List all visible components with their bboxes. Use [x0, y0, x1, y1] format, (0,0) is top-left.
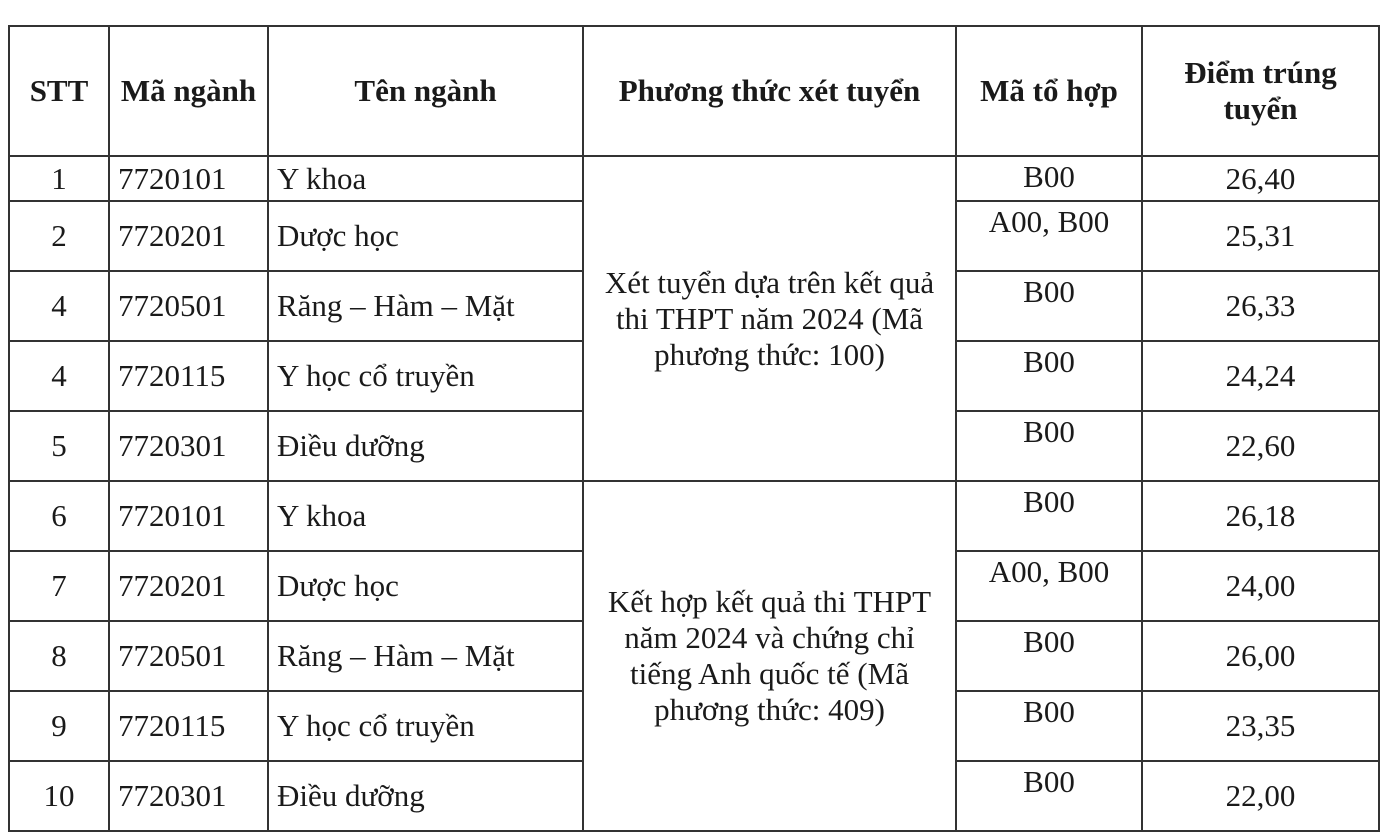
header-combo: Mã tổ hợp — [956, 26, 1142, 156]
major-code-cell: 7720115 — [109, 341, 268, 411]
major-code-cell: 7720201 — [109, 551, 268, 621]
stt-cell: 9 — [9, 691, 109, 761]
header-row — [9, 26, 1379, 156]
major-name-cell: Điều dưỡng — [268, 411, 583, 481]
major-code-cell: 7720115 — [109, 691, 268, 761]
subject-combo-cell: A00, B00 — [956, 551, 1142, 621]
major-code-cell: 7720201 — [109, 201, 268, 271]
table-row — [9, 156, 1379, 201]
header-name: Tên ngành — [268, 26, 583, 156]
header-code: Mã ngành — [109, 26, 268, 156]
major-code-cell: 7720301 — [109, 411, 268, 481]
major-name-cell: Điều dưỡng — [268, 761, 583, 831]
score-cell: 26,33 — [1142, 271, 1379, 341]
stt-cell: 2 — [9, 201, 109, 271]
subject-combo-cell: A00, B00 — [956, 201, 1142, 271]
major-code-cell: 7720501 — [109, 271, 268, 341]
admission-scores-table — [8, 25, 1380, 832]
header-method: Phương thức xét tuyển — [583, 26, 956, 156]
header-stt: STT — [9, 26, 109, 156]
admission-method-cell: Xét tuyển dựa trên kết quả thi THPT năm 2024 (Mã phương thức: 100) — [583, 156, 956, 481]
stt-cell: 7 — [9, 551, 109, 621]
score-cell: 26,40 — [1142, 156, 1379, 201]
stt-cell: 1 — [9, 156, 109, 201]
score-cell: 26,00 — [1142, 621, 1379, 691]
stt-cell: 8 — [9, 621, 109, 691]
major-code-cell: 7720101 — [109, 156, 268, 201]
subject-combo-cell: B00 — [956, 411, 1142, 481]
table-row — [9, 481, 1379, 551]
score-cell: 24,00 — [1142, 551, 1379, 621]
subject-combo-cell: B00 — [956, 691, 1142, 761]
header-score: Điểm trúng tuyển — [1142, 26, 1379, 156]
major-name-cell: Răng – Hàm – Mặt — [268, 621, 583, 691]
score-cell: 25,31 — [1142, 201, 1379, 271]
score-cell: 24,24 — [1142, 341, 1379, 411]
score-cell: 22,00 — [1142, 761, 1379, 831]
major-name-cell: Y khoa — [268, 481, 583, 551]
subject-combo-cell: B00 — [956, 271, 1142, 341]
major-name-cell: Răng – Hàm – Mặt — [268, 271, 583, 341]
major-name-cell: Dược học — [268, 201, 583, 271]
major-code-cell: 7720101 — [109, 481, 268, 551]
major-name-cell: Y khoa — [268, 156, 583, 201]
stt-cell: 6 — [9, 481, 109, 551]
subject-combo-cell: B00 — [956, 761, 1142, 831]
score-cell: 26,18 — [1142, 481, 1379, 551]
major-name-cell: Y học cổ truyền — [268, 341, 583, 411]
stt-cell: 5 — [9, 411, 109, 481]
major-name-cell: Dược học — [268, 551, 583, 621]
subject-combo-cell: B00 — [956, 156, 1142, 201]
admission-method-cell: Kết hợp kết quả thi THPT năm 2024 và chứng chỉ tiếng Anh quốc tế (Mã phương thức: 409) — [583, 481, 956, 831]
major-name-cell: Y học cổ truyền — [268, 691, 583, 761]
subject-combo-cell: B00 — [956, 481, 1142, 551]
score-cell: 22,60 — [1142, 411, 1379, 481]
stt-cell: 4 — [9, 341, 109, 411]
subject-combo-cell: B00 — [956, 341, 1142, 411]
major-code-cell: 7720501 — [109, 621, 268, 691]
major-code-cell: 7720301 — [109, 761, 268, 831]
stt-cell: 10 — [9, 761, 109, 831]
stt-cell: 4 — [9, 271, 109, 341]
subject-combo-cell: B00 — [956, 621, 1142, 691]
score-cell: 23,35 — [1142, 691, 1379, 761]
